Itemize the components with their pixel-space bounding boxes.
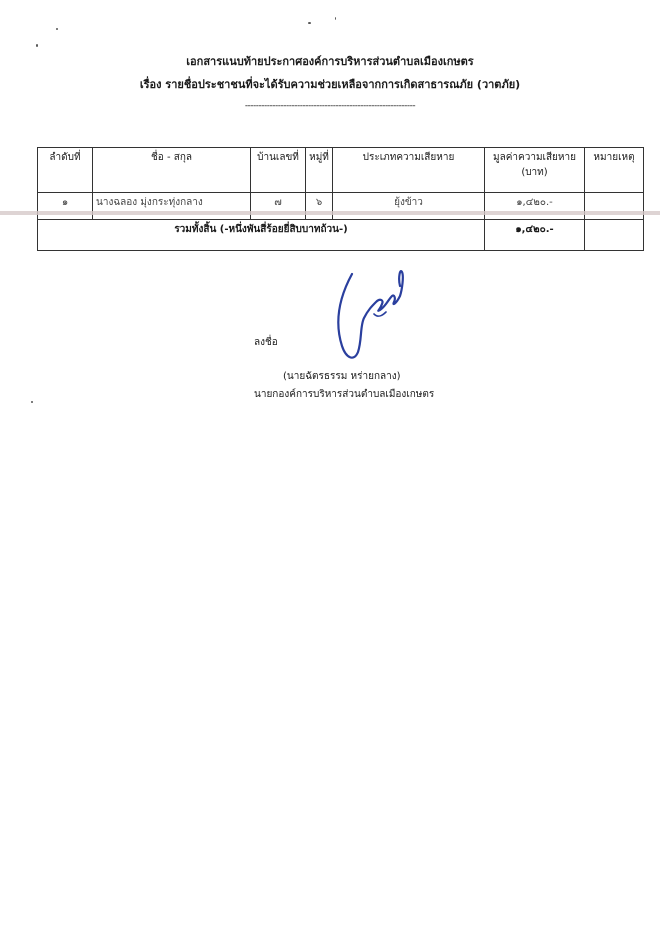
recipient-table bbox=[37, 147, 644, 251]
header-order: ลำดับที่ bbox=[38, 148, 93, 193]
header-village: หมู่ที่ bbox=[306, 148, 333, 193]
signatory-position: นายกองค์การบริหารส่วนตำบลเมืองเกษตร bbox=[254, 389, 435, 400]
cell-damage-type: ยุ้งข้าว bbox=[333, 193, 485, 220]
document-title: เอกสารแนบท้ายประกาศองค์การบริหารส่วนตำบลเมืองเกษตร bbox=[186, 55, 474, 68]
scan-speck bbox=[36, 44, 38, 47]
header-damage-type: ประเภทความเสียหาย bbox=[333, 148, 485, 193]
total-note bbox=[585, 220, 644, 251]
header-note: หมายเหตุ bbox=[585, 148, 644, 193]
scan-speck bbox=[56, 28, 58, 30]
cell-house-number: ๗ bbox=[251, 193, 306, 220]
cell-name: นางฉลอง มุ่งกระทุ่งกลาง bbox=[93, 193, 251, 220]
table-header-row bbox=[38, 148, 644, 193]
header-name: ชื่อ - สกุล bbox=[93, 148, 251, 193]
cell-village: ๖ bbox=[306, 193, 333, 220]
scan-speck bbox=[335, 17, 336, 20]
signatory-name: (นายฉัตรธรรม หร่ายกลาง) bbox=[283, 371, 401, 382]
document-subject: เรื่อง รายชื่อประชาชนที่จะได้รับความช่วยเหลือจากการเกิดสาธารณภัย (วาตภัย) bbox=[139, 78, 521, 91]
scan-speck bbox=[31, 401, 33, 403]
scan-artifact-band bbox=[0, 211, 660, 215]
signature-label: ลงชื่อ bbox=[254, 337, 278, 348]
cell-note bbox=[585, 193, 644, 220]
header-house-number: บ้านเลขที่ bbox=[251, 148, 306, 193]
cell-damage-value: ๑,๔๒๐.- bbox=[485, 193, 585, 220]
cell-order: ๑ bbox=[38, 193, 93, 220]
signature-image bbox=[330, 266, 420, 366]
scan-speck bbox=[308, 22, 311, 24]
header-damage-value: มูลค่าความเสียหาย (บาท) bbox=[485, 148, 585, 193]
total-value: ๑,๔๒๐.- bbox=[485, 220, 585, 251]
table-row bbox=[38, 193, 644, 220]
divider-line: -------------------------------------------------------------- bbox=[244, 101, 416, 111]
total-row bbox=[38, 220, 644, 251]
total-label: รวมทั้งสิ้น (-หนึ่งพันสี่ร้อยยี่สิบบาทถ้วน-) bbox=[38, 220, 485, 251]
